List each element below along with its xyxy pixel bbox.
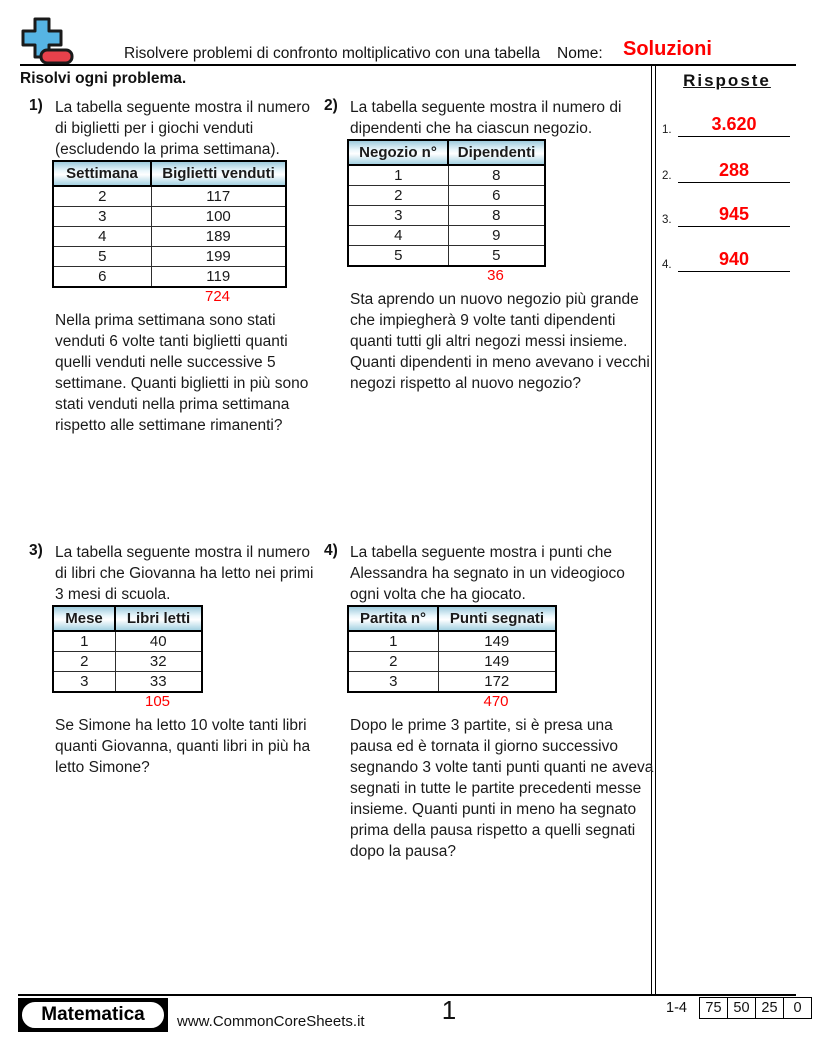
name-value-solutions: Soluzioni xyxy=(623,38,712,60)
table-cell: 189 xyxy=(151,227,286,247)
problem-question: Sta aprendo un nuovo negozio più grande che impiegherà 9 volte tanti dipendenti quanti tutti gli altri negozi messi insieme. Quanti dipendenti in meno avevano i vecchi negozi rispetto al nuovo negozio? xyxy=(350,291,650,392)
score-cell: 25 xyxy=(756,998,784,1019)
problem-3 xyxy=(28,542,324,778)
answer-value: 940 xyxy=(678,249,790,272)
problem-1 xyxy=(28,97,324,436)
table-cell: 5 xyxy=(448,246,545,267)
table-cell: 149 xyxy=(438,631,556,652)
work-answer-value: 470 xyxy=(483,693,509,710)
problem-3-table xyxy=(52,605,203,693)
table-row xyxy=(53,207,286,227)
score-row xyxy=(700,998,812,1019)
table-row xyxy=(53,227,286,247)
table-row xyxy=(348,186,545,206)
table-cell: 3 xyxy=(348,672,438,693)
plus-minus-logo-icon xyxy=(20,17,78,67)
header-divider xyxy=(20,64,796,66)
answer-item-3 xyxy=(660,200,794,227)
table-cell: 40 xyxy=(115,631,202,652)
table-row xyxy=(348,652,556,672)
table-cell: 100 xyxy=(151,207,286,227)
answer-number: 1. xyxy=(662,124,672,136)
problem-2-table xyxy=(347,139,546,267)
table-cell: 6 xyxy=(448,186,545,206)
table-row xyxy=(348,206,545,226)
table-cell: 33 xyxy=(115,672,202,693)
instruction-text: Risolvi ogni problema. xyxy=(20,70,187,87)
table-header-cell: Settimana xyxy=(53,161,151,186)
worksheet-title: Risolvere problemi di confronto moltiplicativo con una tabella xyxy=(124,45,541,62)
table-cell: 1 xyxy=(348,631,438,652)
table-header-cell: Biglietti venduti xyxy=(151,161,286,186)
table-cell: 117 xyxy=(151,186,286,207)
table-cell: 3 xyxy=(53,207,151,227)
table-cell: 6 xyxy=(53,267,151,288)
work-answer-value: 724 xyxy=(204,288,231,305)
table-cell: 2 xyxy=(348,652,438,672)
table-row xyxy=(53,267,286,288)
problem-question: Nella prima settimana sono stati venduti 6 volte tanti biglietti quanti quelli venduti nelle successive 5 settimane. Quanti biglietti in più sono stati venduti nella prima settimana rispetto alle settimane rimanenti? xyxy=(55,312,309,434)
problem-2 xyxy=(323,97,653,394)
table-cell: 5 xyxy=(53,247,151,267)
table-cell: 2 xyxy=(53,186,151,207)
table-row xyxy=(53,652,202,672)
answer-value: 945 xyxy=(678,204,790,227)
table-cell: 119 xyxy=(151,267,286,288)
table-header-cell: Mese xyxy=(53,606,115,631)
table-row xyxy=(348,672,556,693)
score-range-label: 1-4 xyxy=(666,1000,687,1016)
score-cell: 50 xyxy=(728,998,756,1019)
table-cell: 199 xyxy=(151,247,286,267)
table-row xyxy=(348,165,545,186)
problem-intro: La tabella seguente mostra il numero di libri che Giovanna ha letto nei primi 3 mesi di scuola. xyxy=(55,544,314,603)
answer-value: 3.620 xyxy=(678,114,790,137)
problem-number: 3) xyxy=(29,542,43,559)
score-cell: 0 xyxy=(784,998,812,1019)
table-cell: 1 xyxy=(348,165,448,186)
problem-intro: La tabella seguente mostra il numero di biglietti per i giochi venduti (escludendo la prima settimana). xyxy=(55,99,311,158)
table-header-cell: Dipendenti xyxy=(448,140,545,165)
table-cell: 2 xyxy=(53,652,115,672)
table-header-cell: Partita n° xyxy=(348,606,438,631)
problem-number: 4) xyxy=(324,542,338,559)
problem-intro: La tabella seguente mostra i punti che Alessandra ha segnato in un videogioco ogni volta che ha giocato. xyxy=(350,544,625,603)
table-cell: 9 xyxy=(448,226,545,246)
answer-value: 288 xyxy=(678,160,790,183)
table-row xyxy=(53,672,202,693)
answer-number: 3. xyxy=(662,214,672,226)
problem-4 xyxy=(323,542,656,862)
table-cell: 4 xyxy=(348,226,448,246)
brand-label: Matematica xyxy=(21,1001,165,1029)
answer-number: 4. xyxy=(662,259,672,271)
table-cell: 149 xyxy=(438,652,556,672)
answer-item-2 xyxy=(660,156,794,183)
table-cell: 32 xyxy=(115,652,202,672)
problem-4-table xyxy=(347,605,557,693)
brand-badge xyxy=(18,998,168,1032)
problem-number: 1) xyxy=(29,97,43,114)
table-header-cell: Negozio n° xyxy=(348,140,448,165)
problem-number: 2) xyxy=(324,97,338,114)
table-row xyxy=(348,226,545,246)
answer-item-4 xyxy=(660,245,794,272)
table-row xyxy=(53,247,286,267)
table-row xyxy=(348,631,556,652)
work-answer-value: 36 xyxy=(487,267,504,284)
table-cell: 3 xyxy=(53,672,115,693)
work-answer-value: 105 xyxy=(144,693,171,710)
problem-intro: La tabella seguente mostra il numero di dipendenti che ha ciascun negozio. xyxy=(350,99,622,137)
problem-question: Se Simone ha letto 10 volte tanti libri quanti Giovanna, quanti libri in più ha letto Simone? xyxy=(55,717,311,776)
table-row xyxy=(348,246,545,267)
table-cell: 2 xyxy=(348,186,448,206)
name-label: Nome: xyxy=(557,45,603,62)
table-row xyxy=(53,631,202,652)
table-row xyxy=(53,186,286,207)
website-url: www.CommonCoreSheets.it xyxy=(177,1013,365,1030)
page-number: 1 xyxy=(441,995,457,1025)
table-cell: 172 xyxy=(438,672,556,693)
table-cell: 3 xyxy=(348,206,448,226)
answer-item-1 xyxy=(660,110,794,137)
score-cell: 75 xyxy=(700,998,728,1019)
table-cell: 8 xyxy=(448,206,545,226)
table-header-cell: Libri letti xyxy=(115,606,202,631)
answer-number: 2. xyxy=(662,170,672,182)
table-cell: 4 xyxy=(53,227,151,247)
answers-title: Risposte xyxy=(683,71,771,90)
problem-question: Dopo le prime 3 partite, si è presa una pausa ed è tornata il giorno successivo segnando 3 volte tanti punti quanti ne aveva segnati in tutte le partite precedenti messe insieme. Quanti punti in meno ha segnato prima della pausa rispetto a quelli segnati dopo la pausa? xyxy=(350,717,654,860)
table-header-cell: Punti segnati xyxy=(438,606,556,631)
table-cell: 8 xyxy=(448,165,545,186)
table-cell: 5 xyxy=(348,246,448,267)
table-cell: 1 xyxy=(53,631,115,652)
score-table xyxy=(699,997,812,1019)
problem-1-table xyxy=(52,160,287,288)
